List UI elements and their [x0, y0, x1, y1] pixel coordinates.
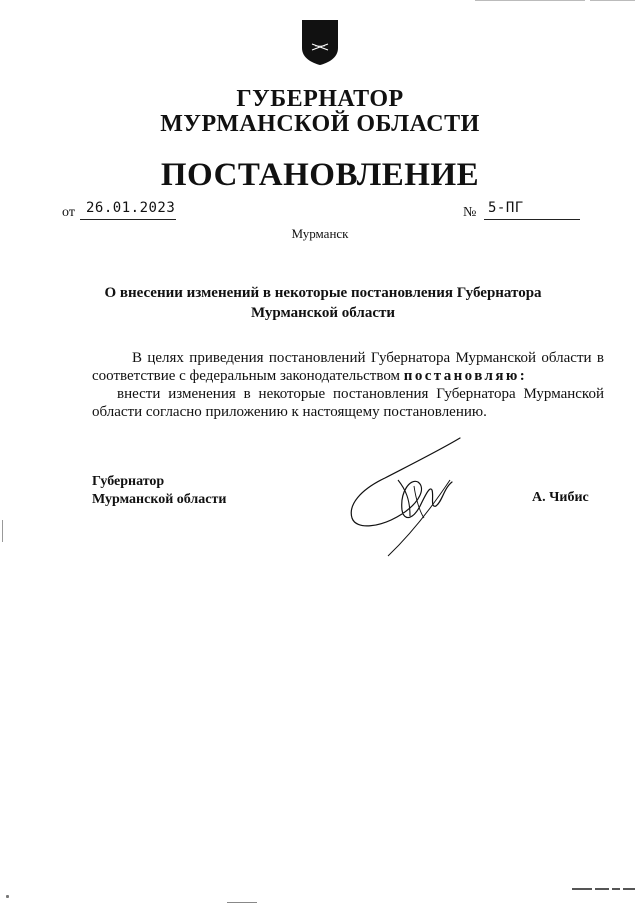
scan-edge-mark: [2, 520, 3, 542]
date-underline: [80, 219, 176, 220]
scan-edge-mark: [6, 895, 9, 898]
body-paragraph-1-text: В целях приведения постановлений Губернатора Мурманской области в соответствие с федеральным законодательством: [92, 350, 604, 384]
bottom-edge-line: [227, 902, 257, 903]
number-prefix: №: [463, 205, 477, 220]
document-date: 26.01.2023: [86, 200, 176, 216]
body-paragraph-2: внести изменения в некоторые постановления Губернатора Мурманской области согласно приложению к настоящему постановлению.: [92, 386, 604, 420]
subject-line1: О внесении изменений в некоторые постановления Губернатора: [104, 285, 542, 301]
subject-line2: Мурманской области: [250, 305, 396, 321]
authority-title-line1: ГУБЕРНАТОР: [236, 86, 404, 112]
document-body: [92, 349, 604, 421]
date-prefix: от: [62, 205, 75, 220]
printer-imprint-mark: [572, 886, 636, 892]
coat-of-arms-icon: [300, 18, 340, 66]
signatory-name: А. Чибис: [532, 490, 589, 505]
top-edge-line: [475, 0, 585, 1]
top-edge-line: [590, 0, 635, 1]
authority-title-line2: МУРМАНСКОЙ ОБЛАСТИ: [160, 111, 480, 137]
handwritten-signature: [340, 430, 480, 560]
document-subject: [80, 283, 566, 323]
signatory-title-line1: Губернатор: [92, 474, 165, 489]
decree-word: постановляю:: [403, 368, 528, 384]
document-city: Мурманск: [291, 226, 349, 241]
body-paragraph-1: [92, 349, 604, 385]
document-type-title: ПОСТАНОВЛЕНИЕ: [160, 157, 480, 193]
signatory-title-line2: Мурманской области: [92, 492, 227, 507]
number-underline: [484, 219, 580, 220]
signatory-title: [92, 473, 226, 509]
document-number: 5-ПГ: [488, 200, 524, 216]
